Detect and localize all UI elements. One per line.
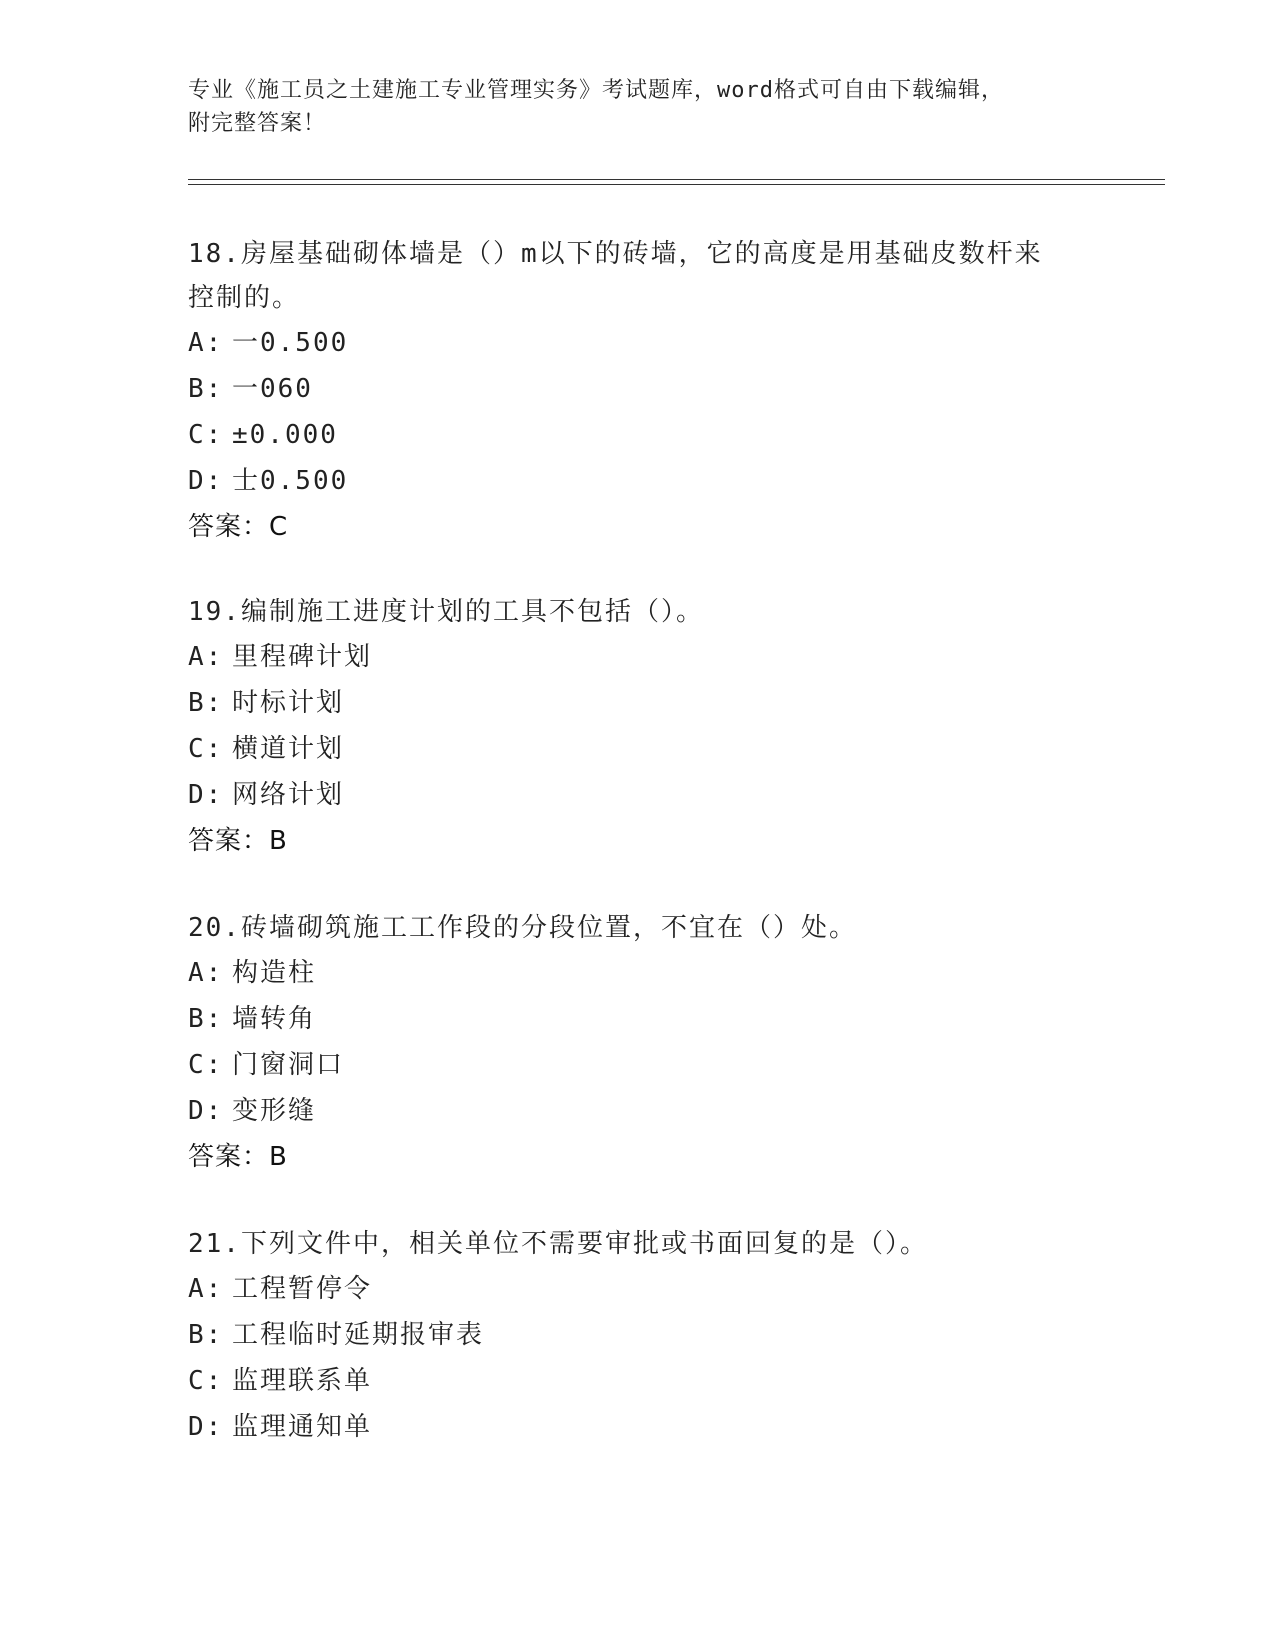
option-b	[188, 1312, 1088, 1358]
option-key: A:	[188, 1274, 224, 1304]
option-text: 网络计划	[232, 780, 345, 810]
header-divider-bottom	[188, 184, 1165, 185]
option-key: C:	[188, 420, 224, 450]
option-key: A:	[188, 328, 224, 358]
option-text: 工程临时延期报审表	[232, 1320, 485, 1350]
option-key: B:	[188, 1320, 224, 1350]
option-c	[188, 1042, 1088, 1088]
question-stem: 19.编制施工进度计划的工具不包括（）。	[188, 597, 704, 627]
option-key: B:	[188, 374, 224, 404]
option-text: 变形缝	[232, 1096, 317, 1126]
document-header	[188, 74, 1088, 140]
question-19	[188, 590, 1088, 864]
answer-line: 答案：B	[188, 1142, 288, 1172]
option-text: 一060	[232, 374, 313, 404]
option-key: B:	[188, 1004, 224, 1034]
option-text: 监理通知单	[232, 1412, 373, 1442]
option-text: 时标计划	[232, 688, 345, 718]
question-stem: 21.下列文件中，相关单位不需要审批或书面回复的是（）。	[188, 1229, 928, 1259]
question-18	[188, 232, 1088, 550]
option-key: D:	[188, 1096, 224, 1126]
option-text: 里程碑计划	[232, 642, 373, 672]
header-line-2: 附完整答案！	[188, 111, 327, 136]
option-text: 墙转角	[232, 1004, 317, 1034]
option-key: C:	[188, 734, 224, 764]
option-c	[188, 1358, 1088, 1404]
option-d	[188, 458, 1088, 504]
option-key: C:	[188, 1050, 224, 1080]
option-d	[188, 772, 1088, 818]
option-text: 一0.500	[232, 328, 349, 358]
option-text: 监理联系单	[232, 1366, 373, 1396]
option-key: B:	[188, 688, 224, 718]
answer-line: 答案：C	[188, 512, 289, 542]
question-stem-continued: 控制的。	[188, 283, 301, 313]
option-text: 工程暂停令	[232, 1274, 373, 1304]
option-text: 横道计划	[232, 734, 345, 764]
option-d	[188, 1088, 1088, 1134]
option-b	[188, 996, 1088, 1042]
option-a	[188, 320, 1088, 366]
option-text: 门窗洞口	[232, 1050, 345, 1080]
option-a	[188, 1266, 1088, 1312]
option-key: D:	[188, 780, 224, 810]
option-c	[188, 412, 1088, 458]
option-a	[188, 634, 1088, 680]
header-line-1: 专业《施工员之土建施工专业管理实务》考试题库，word格式可自由下载编辑，	[188, 78, 1004, 103]
option-c	[188, 726, 1088, 772]
option-b	[188, 366, 1088, 412]
option-key: D:	[188, 1412, 224, 1442]
option-text: ±0.000	[232, 420, 338, 450]
option-text: 士0.500	[232, 466, 349, 496]
option-key: D:	[188, 466, 224, 496]
option-key: C:	[188, 1366, 224, 1396]
option-key: A:	[188, 642, 224, 672]
option-a	[188, 950, 1088, 996]
question-stem: 20.砖墙砌筑施工工作段的分段位置，不宜在（）处。	[188, 913, 857, 943]
question-stem: 18.房屋基础砌体墙是（）m以下的砖墙，它的高度是用基础皮数杆来	[188, 239, 1043, 269]
header-divider-top	[188, 179, 1165, 180]
question-20	[188, 906, 1088, 1180]
option-d	[188, 1404, 1088, 1450]
option-b	[188, 680, 1088, 726]
answer-line: 答案：B	[188, 826, 288, 856]
option-key: A:	[188, 958, 224, 988]
question-21	[188, 1222, 1088, 1450]
option-text: 构造柱	[232, 958, 317, 988]
